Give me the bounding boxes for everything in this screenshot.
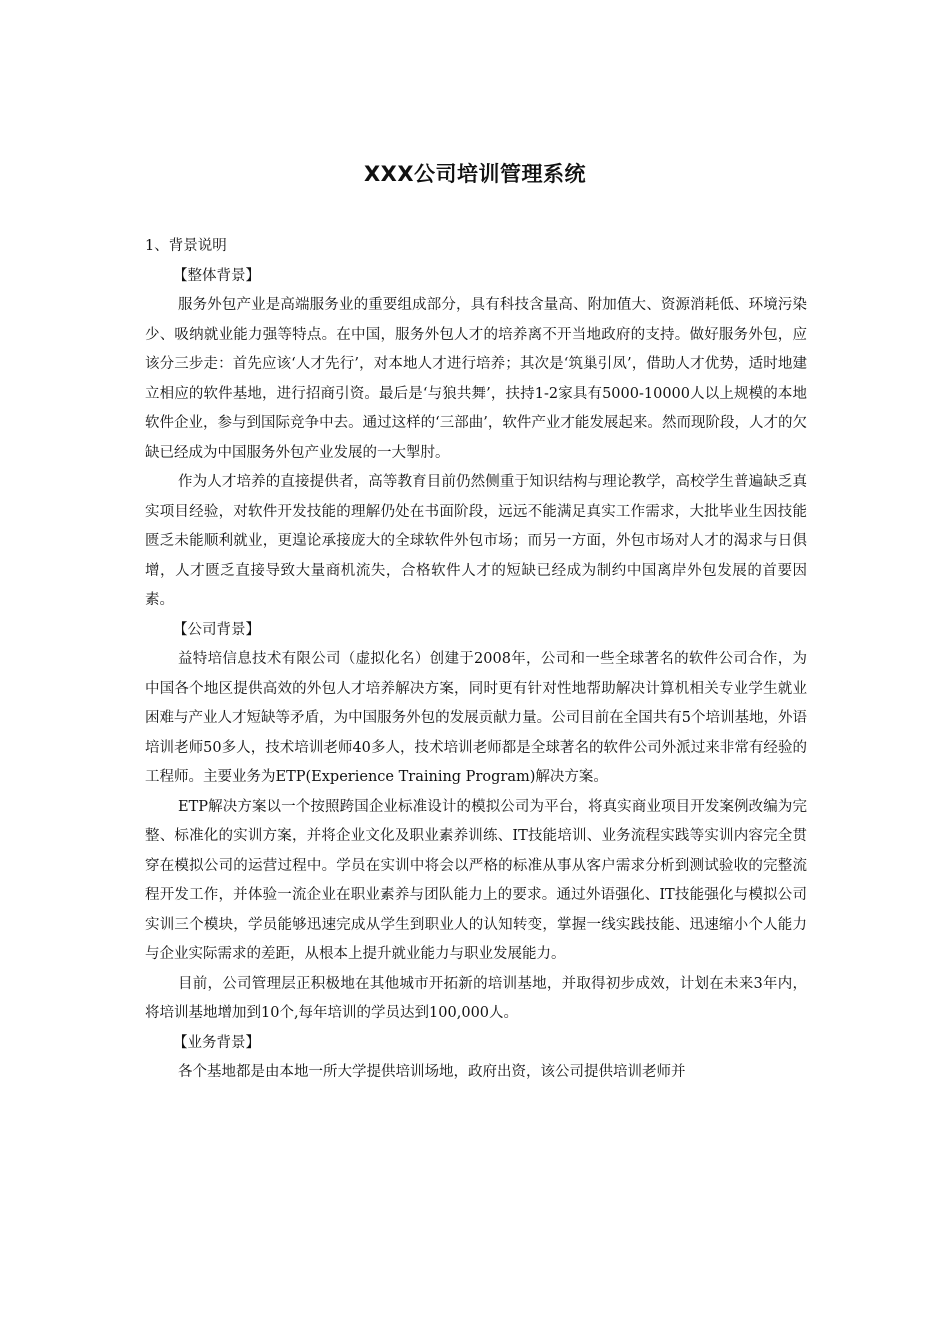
subsection-heading-company: 【公司背景】	[173, 621, 260, 638]
document-body	[145, 232, 807, 1088]
document-title: XXX公司培训管理系统	[363, 162, 587, 186]
paragraph-company-3: 目前，公司管理层正积极地在其他城市开拓新的培训基地，并取得初步成效，计划在未来3年内，将培训基地增加到10个,每年培训的学员达到100,000人。	[145, 975, 807, 1021]
subsection-heading-overall: 【整体背景】	[173, 267, 260, 284]
paragraph-overall-1: 服务外包产业是高端服务业的重要组成部分，具有科技含量高、附加值大、资源消耗低、环境污染少、吸纳就业能力强等特点。在中国，服务外包人才的培养离不开当地政府的支持。做好服务外包，应该分三步走：首先应该‘人才先行’，对本地人才进行培养；其次是‘筑巢引凤’，借助人才优势，适时地建立相应的软件基地，进行招商引资。最后是‘与狼共舞’，扶持1-2家具有5000-10000人以上规模的本地软件企业，参与到国际竞争中去。通过这样的‘三部曲’，软件产业才能发展起来。然而现阶段，人才的欠缺已经成为中国服务外包产业发展的一大掣肘。	[145, 297, 807, 461]
section-heading-background: 1、背景说明	[145, 238, 227, 254]
paragraph-company-1: 益特培信息技术有限公司（虚拟化名）创建于2008年，公司和一些全球著名的软件公司合作，为中国各个地区提供高效的外包人才培养解决方案，同时更有针对性地帮助解决计算机相关专业学生就业困难与产业人才短缺等矛盾，为中国服务外包的发展贡献力量。公司目前在全国共有5个培训基地，外语培训老师50多人，技术培训老师40多人，技术培训老师都是全球著名的软件公司外派过来非常有经验的工程师。主要业务为ETP(Experience Training Program)解决方案。	[145, 651, 807, 785]
subsection-heading-business: 【业务背景】	[173, 1034, 260, 1051]
paragraph-business-1: 各个基地都是由本地一所大学提供培训场地，政府出资，该公司提供培训老师并	[178, 1064, 686, 1080]
paragraph-overall-2: 作为人才培养的直接提供者，高等教育目前仍然侧重于知识结构与理论教学，高校学生普遍缺乏真实项目经验，对软件开发技能的理解仍处在书面阶段，远远不能满足真实工作需求，大批毕业生因技能匮乏未能顺利就业，更遑论承接庞大的全球软件外包市场；而另一方面，外包市场对人才的渴求与日俱增，人才匮乏直接导致大量商机流失，合格软件人才的短缺已经成为制约中国离岸外包发展的首要因素。	[145, 474, 807, 608]
paragraph-company-2: ETP解决方案以一个按照跨国企业标准设计的模拟公司为平台，将真实商业项目开发案例改编为完整、标准化的实训方案，并将企业文化及职业素养训练、IT技能培训、业务流程实践等实训内容完全贯穿在模拟公司的运营过程中。学员在实训中将会以严格的标准从事从客户需求分析到测试验收的完整流程开发工作，并体验一流企业在职业素养与团队能力上的要求。通过外语强化、IT技能强化与模拟公司实训三个模块，学员能够迅速完成从学生到职业人的认知转变，掌握一线实践技能、迅速缩小个人能力与企业实际需求的差距，从根本上提升就业能力与职业发展能力。	[145, 798, 807, 962]
